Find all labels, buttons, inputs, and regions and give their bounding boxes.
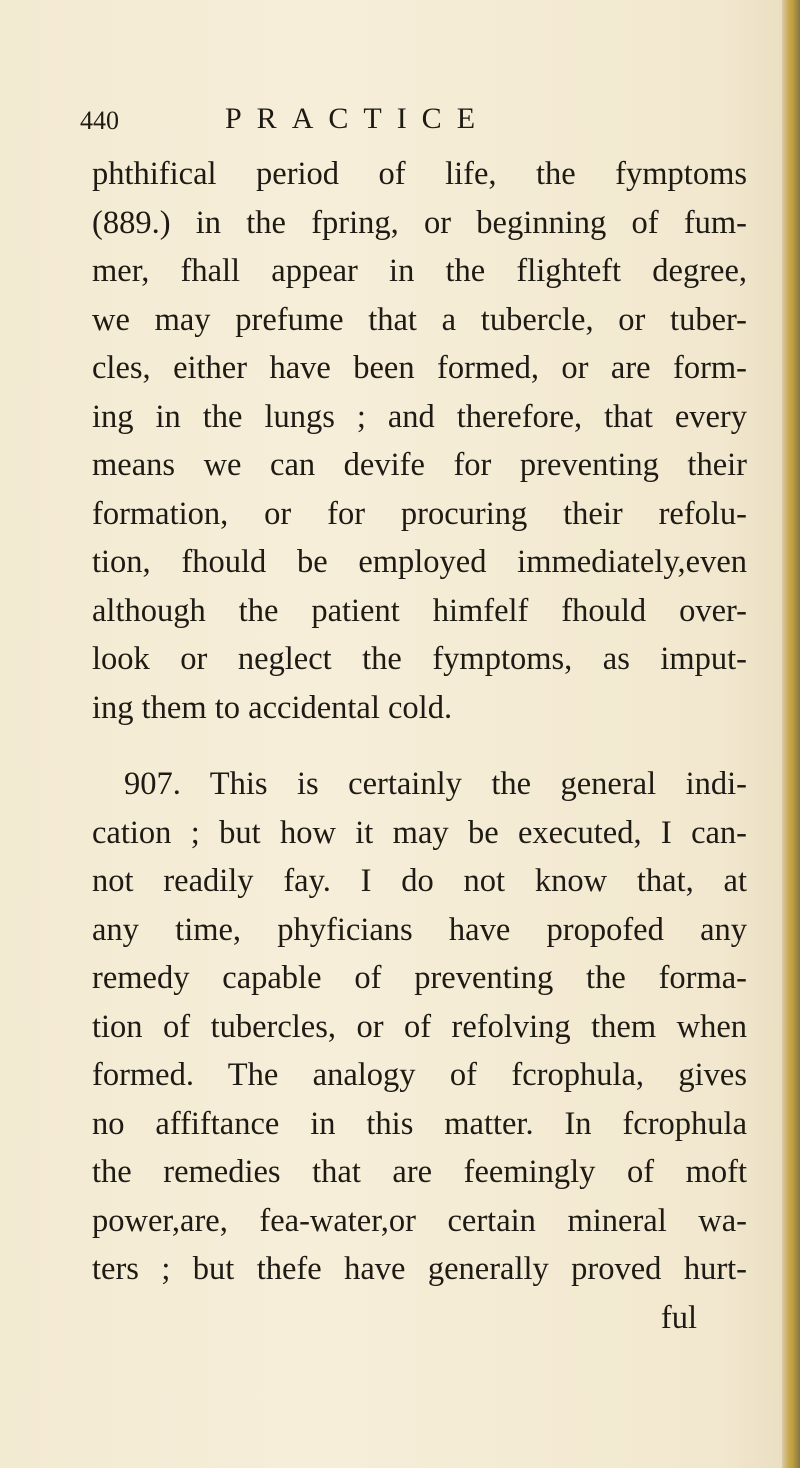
text-line: formation, or for procuring their refolu- — [92, 495, 747, 532]
text-line: look or neglect the fymptoms, as imput- — [92, 641, 747, 677]
text-line: any time, phyficians have propofed any — [92, 911, 747, 948]
text-line: ing them to accidental cold. — [92, 689, 453, 726]
text-line: remedy capable of preventing the forma- — [92, 960, 747, 996]
paragraph-gap — [92, 732, 747, 760]
text-line: formed. The analogy of fcrophula, gives — [92, 1057, 747, 1093]
running-head — [80, 102, 640, 142]
text-line: the remedies that are feemingly of moft — [92, 1154, 747, 1190]
text-line: tion of tubercles, or of refolving them when — [92, 1008, 747, 1045]
text-line: tion, fhould be employed immediately,even — [92, 544, 747, 580]
text-line: ing in the lungs ; and therefore, that every — [92, 398, 747, 435]
text-line: (889.) in the fpring, or beginning of fum- — [92, 204, 747, 241]
page-edge — [782, 0, 800, 1468]
text-line: power,are, fea-water,or certain mineral wa- — [92, 1202, 747, 1239]
text-line: means we can devife for preventing their — [92, 447, 747, 483]
text-line: cles, either have been formed, or are form- — [92, 350, 747, 386]
paragraph-907 — [92, 760, 747, 1342]
text-line: 907. This is certainly the general indi- — [124, 766, 747, 802]
text-line: no affiftance in this matter. In fcrophula — [92, 1105, 747, 1142]
text-line: cation ; but how it may be executed, I can- — [92, 814, 747, 851]
text-line: mer, fhall appear in the flighteft degree, — [92, 253, 747, 289]
running-title: PRACTICE — [225, 102, 491, 135]
page-number: 440 — [80, 106, 119, 135]
catchword: ful — [660, 1299, 697, 1336]
body-text — [92, 150, 747, 1342]
text-line: phthifical period of life, the fymptoms — [92, 156, 747, 192]
text-line: although the patient himfelf fhould over- — [92, 592, 747, 629]
text-line: we may prefume that a tubercle, or tuber- — [92, 301, 747, 338]
text-line: ters ; but thefe have generally proved hurt- — [92, 1251, 747, 1287]
paragraph-1 — [92, 150, 747, 732]
text-line: not readily fay. I do not know that, at — [92, 863, 747, 899]
